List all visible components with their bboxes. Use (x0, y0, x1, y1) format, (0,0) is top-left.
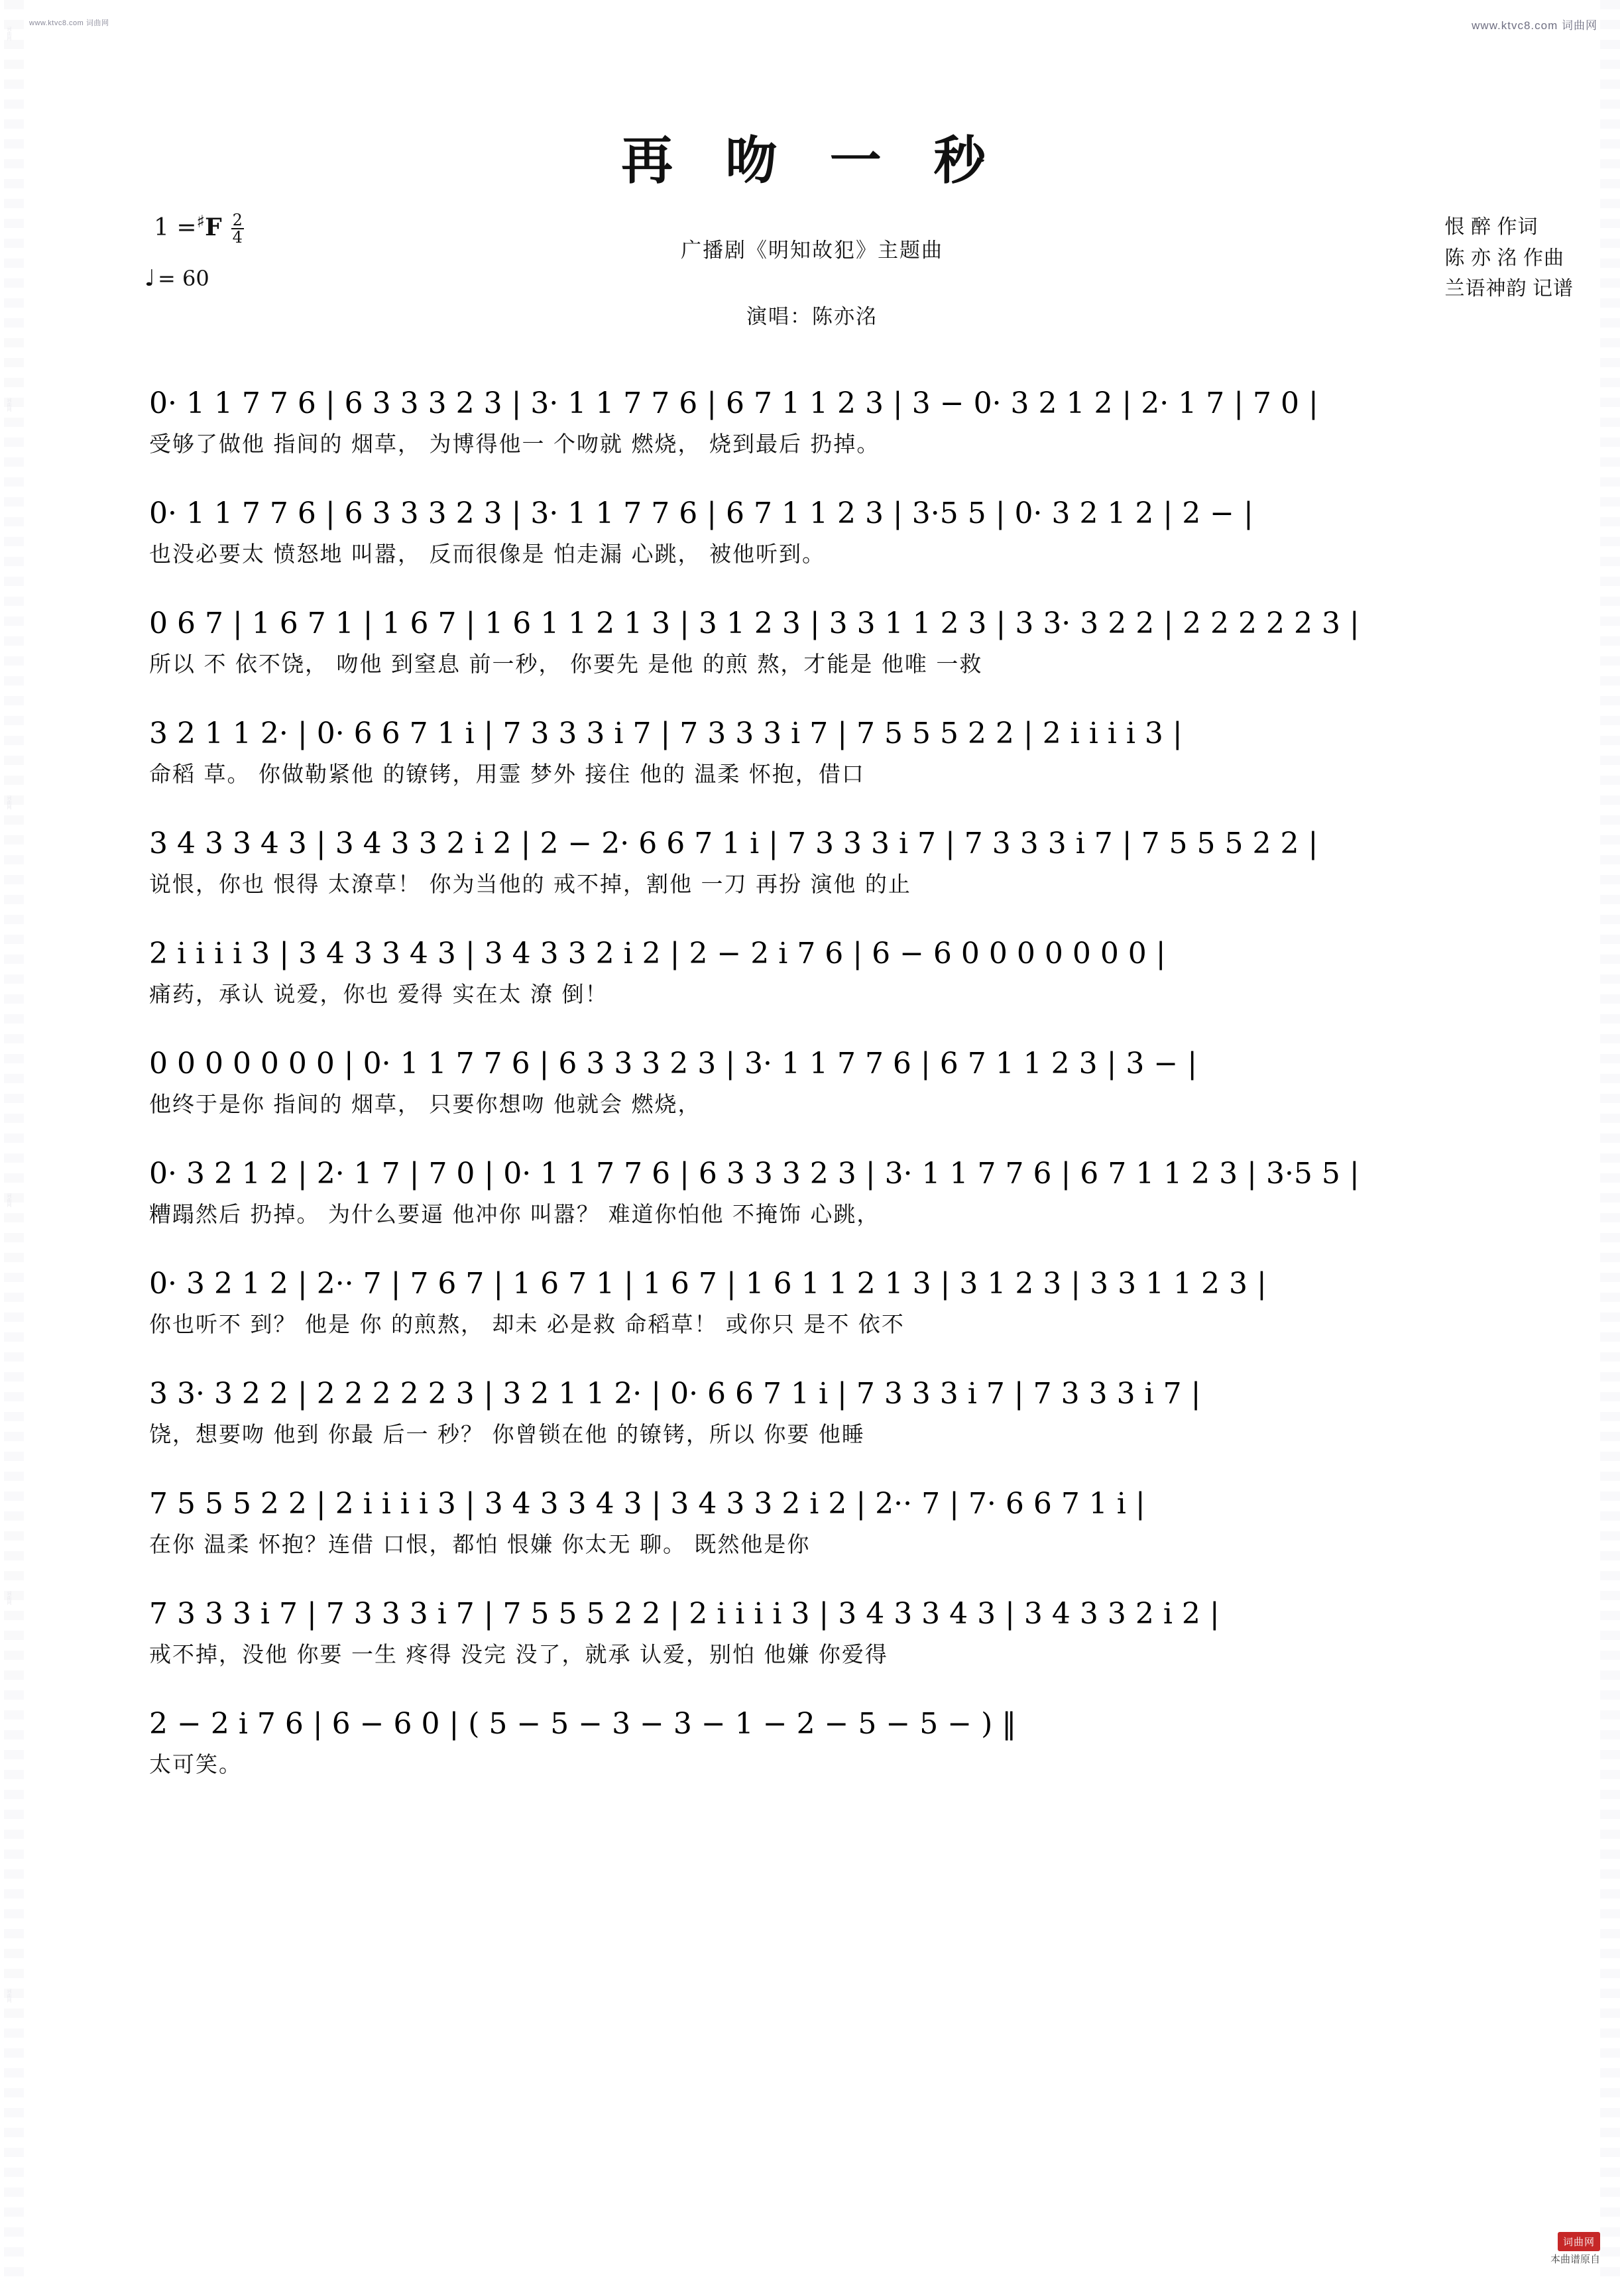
notation-row: 7 5 5 5 2 2 | 2 i i i i 3 | 3 4 3 3 4 3 | 3 4 3 3 2 i 2 | 2·· 7 | 7· 6 6 7 1 i | (149, 1487, 1145, 1521)
page-title: 再 吻 一 秒 (621, 131, 1003, 191)
lyric-row: 你也听不 到？ 他是 你 的煎熬， 却未 必是救 命稻草！ 或你只 是不 依不 (149, 1311, 905, 1337)
music-system (0, 1252, 1624, 1359)
subtitle-singer: 演唱：陈亦洺 (746, 305, 878, 328)
music-system (0, 591, 1624, 699)
edge-tick: 词曲网 (7, 398, 11, 412)
music-system (0, 1472, 1624, 1579)
watermark-top-left: www.ktvc8.com 词曲网 (29, 19, 109, 27)
key-signature (154, 211, 244, 247)
time-denominator: 4 (232, 228, 243, 247)
notation-row: 3 3· 3 2 2 | 2 2 2 2 2 3 | 3 2 1 1 2· | 0· 6 6 7 1 i | 7 3 3 3 i 7 | 7 3 3 3 i 7 | (149, 1377, 1201, 1411)
music-system (0, 1362, 1624, 1469)
notation-row: 2 − 2 i 7 6 | 6 − 6 0 | ( 5 − 5 − 3 − 3 − 1 − 2 − 5 − 5 − ) ‖ (149, 1707, 1017, 1741)
time-numerator: 2 (232, 211, 243, 229)
key-accidental: ♯ (196, 212, 205, 232)
music-system (0, 1142, 1624, 1249)
music-system (0, 1692, 1624, 1799)
notation-row: 0· 1 1 7 7 6 | 6 3 3 3 2 3 | 3· 1 1 7 7 6 | 6 7 1 1 2 3 | 3·5 5 | 0· 3 2 1 2 | 2 − | (149, 497, 1253, 530)
edge-tick: 词曲网 (7, 1193, 11, 1207)
music-system (0, 921, 1624, 1029)
music-system (0, 1031, 1624, 1139)
music-system (0, 371, 1624, 479)
tempo-marking (145, 265, 209, 292)
credit-lyricist: 恨 醉 作词 (1444, 216, 1538, 238)
lyric-row: 他终于是你 指间的 烟草， 只要你想吻 他就会 燃烧， (149, 1091, 701, 1117)
lyric-row: 在你 温柔 怀抱？连借 口恨，都怕 恨嫌 你太无 聊。 既然他是你 (149, 1531, 811, 1557)
music-system (0, 1582, 1624, 1689)
key-letter: F (205, 213, 222, 241)
notation-row: 3 2 1 1 2· | 0· 6 6 7 1 i | 7 3 3 3 i 7 | 7 3 3 3 i 7 | 7 5 5 5 2 2 | 2 i i i i 3 | (149, 717, 1183, 750)
credit-composer: 陈 亦 洺 作曲 (1444, 247, 1564, 269)
music-systems (0, 371, 1624, 1802)
credits-block (1445, 212, 1574, 305)
watermark-top-right: www.ktvc8.com 词曲网 (1472, 19, 1597, 32)
lyric-row: 说恨，你也 恨得 太潦草！ 你为当他的 戒不掉，割他 一刀 再扮 演他 的止 (149, 871, 911, 897)
music-system (0, 811, 1624, 919)
notation-row: 3 4 3 3 4 3 | 3 4 3 3 2 i 2 | 2 − 2· 6 6 7 1 i | 7 3 3 3 i 7 | 7 3 3 3 i 7 | 7 5 5 5 2 2 | (149, 827, 1318, 860)
lyric-row: 命稻 草。 你做勒紧他 的镣铐，用霊 梦外 接住 他的 温柔 怀抱，借口 (149, 761, 865, 787)
edge-tick: 词曲网 (7, 795, 11, 809)
watermark-badge: 词曲网 (1558, 2232, 1600, 2251)
lyric-row: 所以 不 依不饶， 吻他 到窒息 前一秒， 你要先 是他 的煎 熬，才能是 他唯 一救 (149, 651, 983, 677)
lyric-row: 戒不掉，没他 你要 一生 疼得 没完 没了，就承 认爱，别怕 他嫌 你爱得 (149, 1641, 888, 1667)
lyric-row: 痛药，承认 说爱，你也 爱得 实在太 潦 倒！ (149, 981, 609, 1007)
lyric-row: 也没必要太 愤怒地 叫嚣， 反而很像是 怕走漏 心跳， 被他听到。 (149, 541, 825, 567)
notation-row: 0 6 7 | 1 6 7 1 | 1 6 7 | 1 6 1 1 2 1 3 | 3 1 2 3 | 3 3 1 1 2 3 | 3 3· 3 2 2 | 2 2 2 2 2 3 | (149, 607, 1360, 640)
lyric-row: 太可笑。 (149, 1751, 242, 1777)
notation-row: 0 0 0 0 0 0 0 | 0· 1 1 7 7 6 | 6 3 3 3 2 3 | 3· 1 1 7 7 6 | 6 7 1 1 2 3 | 3 − | (149, 1047, 1198, 1081)
lyric-row: 饶，想要吻 他到 你最 后一 秒？ 你曾锁在他 的镣铐，所以 你要 他睡 (149, 1421, 865, 1447)
watermark-bottom-right: 本曲谱原自 (1550, 2254, 1600, 2265)
subtitle-drama: 广播剧《明知故犯》主题曲 (681, 239, 943, 262)
music-system (0, 701, 1624, 809)
credit-transcriber: 兰语神韵 记谱 (1444, 278, 1574, 300)
time-signature (231, 212, 244, 245)
lyric-row: 受够了做他 指间的 烟草， 为博得他一 个吻就 燃烧， 烧到最后 扔掉。 (149, 431, 880, 457)
key-label: 1 = (154, 213, 197, 241)
notation-row: 0· 3 2 1 2 | 2· 1 7 | 7 0 | 0· 1 1 7 7 6 | 6 3 3 3 2 3 | 3· 1 1 7 7 6 | 6 7 1 1 2 3 | 3·5 5 | (149, 1157, 1360, 1191)
quarter-note-icon: ♩ (145, 265, 156, 292)
notation-row: 2 i i i i 3 | 3 4 3 3 4 3 | 3 4 3 3 2 i 2 | 2 − 2 i 7 6 | 6 − 6 0 0 0 0 0 0 0 | (149, 937, 1166, 970)
notation-row: 7 3 3 3 i 7 | 7 3 3 3 i 7 | 7 5 5 5 2 2 | 2 i i i i 3 | 3 4 3 3 4 3 | 3 4 3 3 2 i 2 | (149, 1597, 1220, 1631)
music-system (0, 481, 1624, 589)
notation-row: 0· 1 1 7 7 6 | 6 3 3 3 2 3 | 3· 1 1 7 7 6 | 6 7 1 1 2 3 | 3 − 0· 3 2 1 2 | 2· 1 7 | 7 0 | (149, 386, 1318, 420)
tempo-value: = 60 (158, 266, 209, 291)
edge-tick: 词曲网 (7, 27, 11, 40)
lyric-row: 糟蹋然后 扔掉。 为什么要逼 他冲你 叫嚣？ 难道你怕他 不掩饰 心跳， (149, 1201, 880, 1227)
notation-row: 0· 3 2 1 2 | 2·· 7 | 7 6 7 | 1 6 7 1 | 1 6 7 | 1 6 1 1 2 1 3 | 3 1 2 3 | 3 3 1 1 2 3 | (149, 1267, 1267, 1301)
edge-tick: 词曲网 (7, 1591, 11, 1605)
edge-tick: 词曲网 (7, 1989, 11, 2003)
